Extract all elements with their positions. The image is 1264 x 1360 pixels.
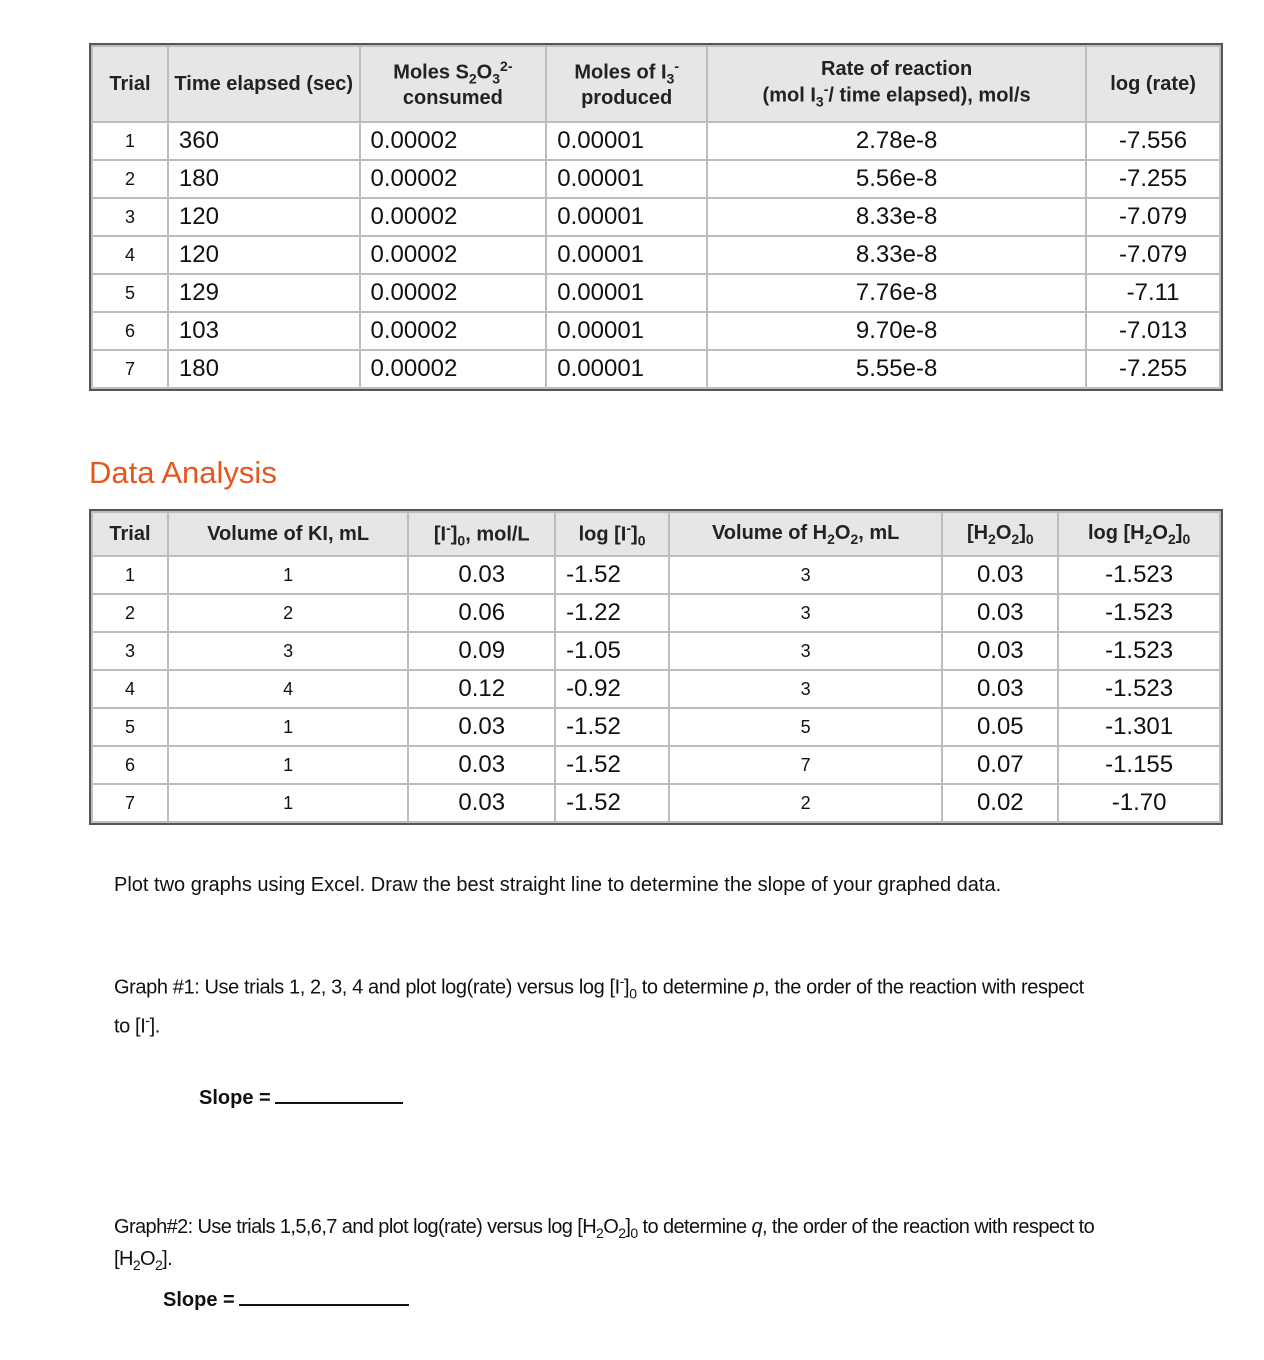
table-cell: 4 (92, 670, 168, 708)
table-cell: -7.556 (1086, 122, 1220, 160)
table-cell: 5.55e-8 (707, 350, 1086, 388)
table-cell: 0.03 (408, 556, 555, 594)
table-cell: 8.33e-8 (707, 198, 1086, 236)
table-cell: 0.00002 (360, 122, 547, 160)
table-row (92, 236, 1220, 274)
table-cell: 5 (92, 708, 168, 746)
table-cell: 3 (168, 632, 409, 670)
table-cell: 5 (669, 708, 942, 746)
table-header-row (92, 46, 1220, 122)
table-cell: 5 (92, 274, 168, 312)
table-cell: 7 (92, 350, 168, 388)
table-cell: 6 (92, 746, 168, 784)
results-table-body (92, 122, 1220, 388)
table-row (92, 198, 1220, 236)
table-cell: 180 (168, 350, 360, 388)
table-row (92, 274, 1220, 312)
table-cell: 1 (168, 746, 409, 784)
section-title: Data Analysis (89, 455, 277, 490)
header-log-h2o2: $\log [H_2O_2]_0$ (1058, 512, 1220, 556)
table-row (92, 632, 1220, 670)
table-cell: 0.00001 (546, 160, 707, 198)
table-cell: -1.52 (555, 784, 669, 822)
table-cell: 7 (92, 784, 168, 822)
table-row (92, 746, 1220, 784)
table-cell: 0.00001 (546, 122, 707, 160)
header-log-rate: log (rate) (1086, 46, 1220, 122)
slope-label: Slope = (199, 1087, 271, 1109)
table-cell: 129 (168, 274, 360, 312)
table-cell: -1.70 (1058, 784, 1220, 822)
table-row (92, 160, 1220, 198)
header-iodide-conc: $[I^-]_0$, mol/L (408, 512, 555, 556)
table-cell: 1 (168, 708, 409, 746)
table-cell: 0.03 (408, 708, 555, 746)
header-rate: Rate of reaction (mol $I_3^-/$ time elapsed), mol/s (707, 46, 1086, 122)
table-cell: -1.52 (555, 708, 669, 746)
table-cell: 0.03 (942, 670, 1058, 708)
slope-label: Slope = (163, 1289, 235, 1311)
table-cell: 0.07 (942, 746, 1058, 784)
table-cell: 7.76e-8 (707, 274, 1086, 312)
table-cell: 0.12 (408, 670, 555, 708)
table-cell: 9.70e-8 (707, 312, 1086, 350)
table-cell: 0.00002 (360, 160, 547, 198)
table-cell: 0.03 (408, 746, 555, 784)
table-cell: 120 (168, 236, 360, 274)
slope-field-2 (163, 1288, 409, 1312)
table-cell: 0.00001 (546, 274, 707, 312)
table-cell: -7.11 (1086, 274, 1220, 312)
table-cell: 2.78e-8 (707, 122, 1086, 160)
table-cell: -7.079 (1086, 236, 1220, 274)
slope-blank-1[interactable] (275, 1086, 403, 1104)
table-cell: -7.255 (1086, 160, 1220, 198)
table-cell: -1.523 (1058, 556, 1220, 594)
table-cell: 8.33e-8 (707, 236, 1086, 274)
table-cell: 0.00002 (360, 236, 547, 274)
table-cell: -7.255 (1086, 350, 1220, 388)
slope-field-1 (199, 1086, 403, 1110)
table-cell: 360 (168, 122, 360, 160)
table-cell: 120 (168, 198, 360, 236)
table-cell: -7.013 (1086, 312, 1220, 350)
data-analysis-table (91, 511, 1221, 823)
table-row (92, 594, 1220, 632)
table-cell: 0.09 (408, 632, 555, 670)
table-cell: 0.00002 (360, 274, 547, 312)
table-cell: 1 (168, 784, 409, 822)
table-cell: 7 (669, 746, 942, 784)
table-cell: 0.00001 (546, 312, 707, 350)
table-cell: 0.00001 (546, 198, 707, 236)
table-cell: 2 (669, 784, 942, 822)
plot-instructions: Plot two graphs using Excel. Draw the best straight line to determine the slope of your graphed data. (114, 874, 1002, 896)
table-cell: -1.523 (1058, 670, 1220, 708)
table-cell: 3 (669, 556, 942, 594)
table-cell: -0.92 (555, 670, 669, 708)
data-analysis-table-body (92, 556, 1220, 822)
header-volume-h2o2: Volume of $H_2O_2$, mL (669, 512, 942, 556)
table-cell: -1.301 (1058, 708, 1220, 746)
results-table (91, 45, 1221, 389)
header-volume-ki: Volume of KI, mL (168, 512, 409, 556)
table-cell: -1.05 (555, 632, 669, 670)
graph2-instructions: Graph#2: Use trials 1,5,6,7 and plot log(rate) versus $\log [H_2O_2]_0$ to determine q, the order of the reaction with respect to $[H_2O_2]$. (114, 1216, 1095, 1273)
table-cell: 3 (92, 632, 168, 670)
table-cell: 2 (92, 160, 168, 198)
table-cell: 0.00002 (360, 350, 547, 388)
slope-blank-2[interactable] (239, 1288, 409, 1306)
table-cell: 3 (92, 198, 168, 236)
table-cell: 3 (669, 670, 942, 708)
table-row (92, 350, 1220, 388)
table-cell: 0.02 (942, 784, 1058, 822)
table-header-row (92, 512, 1220, 556)
table-cell: 4 (168, 670, 409, 708)
table-cell: 0.03 (942, 556, 1058, 594)
header-moles-s2o3: Moles $S_2O_3^{2-}$ consumed (360, 46, 547, 122)
table-cell: 0.00002 (360, 312, 547, 350)
header-trial: Trial (92, 512, 168, 556)
table-cell: 2 (168, 594, 409, 632)
table-cell: 3 (669, 594, 942, 632)
table-cell: -1.523 (1058, 594, 1220, 632)
table-cell: 1 (92, 556, 168, 594)
table-cell: 0.00001 (546, 350, 707, 388)
table-cell: 0.03 (408, 784, 555, 822)
table-row (92, 708, 1220, 746)
table-row (92, 312, 1220, 350)
header-moles-i3: Moles of $I_3^-$ produced (546, 46, 707, 122)
table-cell: 0.05 (942, 708, 1058, 746)
graph1-instructions: Graph #1: Use trials 1, 2, 3, 4 and plot log(rate) versus $\log [I^-]_0$ to determine p, the order of the reaction with respect to [I-]. (114, 973, 1084, 1038)
header-h2o2-conc: $[H_2O_2]_0$ (942, 512, 1058, 556)
table-cell: -1.22 (555, 594, 669, 632)
table-cell: 0.06 (408, 594, 555, 632)
table-cell: 103 (168, 312, 360, 350)
table-cell: 4 (92, 236, 168, 274)
table-row (92, 670, 1220, 708)
table-cell: -1.52 (555, 556, 669, 594)
table-cell: 3 (669, 632, 942, 670)
header-time-elapsed: Time elapsed (sec) (168, 46, 360, 122)
table-cell: 180 (168, 160, 360, 198)
table-cell: 0.03 (942, 594, 1058, 632)
table-cell: -7.079 (1086, 198, 1220, 236)
table-cell: -1.52 (555, 746, 669, 784)
table-row (92, 556, 1220, 594)
table-cell: 6 (92, 312, 168, 350)
header-trial: Trial (92, 46, 168, 122)
table-row (92, 784, 1220, 822)
table-cell: -1.155 (1058, 746, 1220, 784)
table-cell: 2 (92, 594, 168, 632)
table-row (92, 122, 1220, 160)
table-cell: 0.00001 (546, 236, 707, 274)
header-log-iodide: $\log [I^-]_0$ (555, 512, 669, 556)
table-cell: 1 (168, 556, 409, 594)
table-cell: 5.56e-8 (707, 160, 1086, 198)
table-cell: 1 (92, 122, 168, 160)
table-cell: -1.523 (1058, 632, 1220, 670)
table-cell: 0.00002 (360, 198, 547, 236)
table-cell: 0.03 (942, 632, 1058, 670)
